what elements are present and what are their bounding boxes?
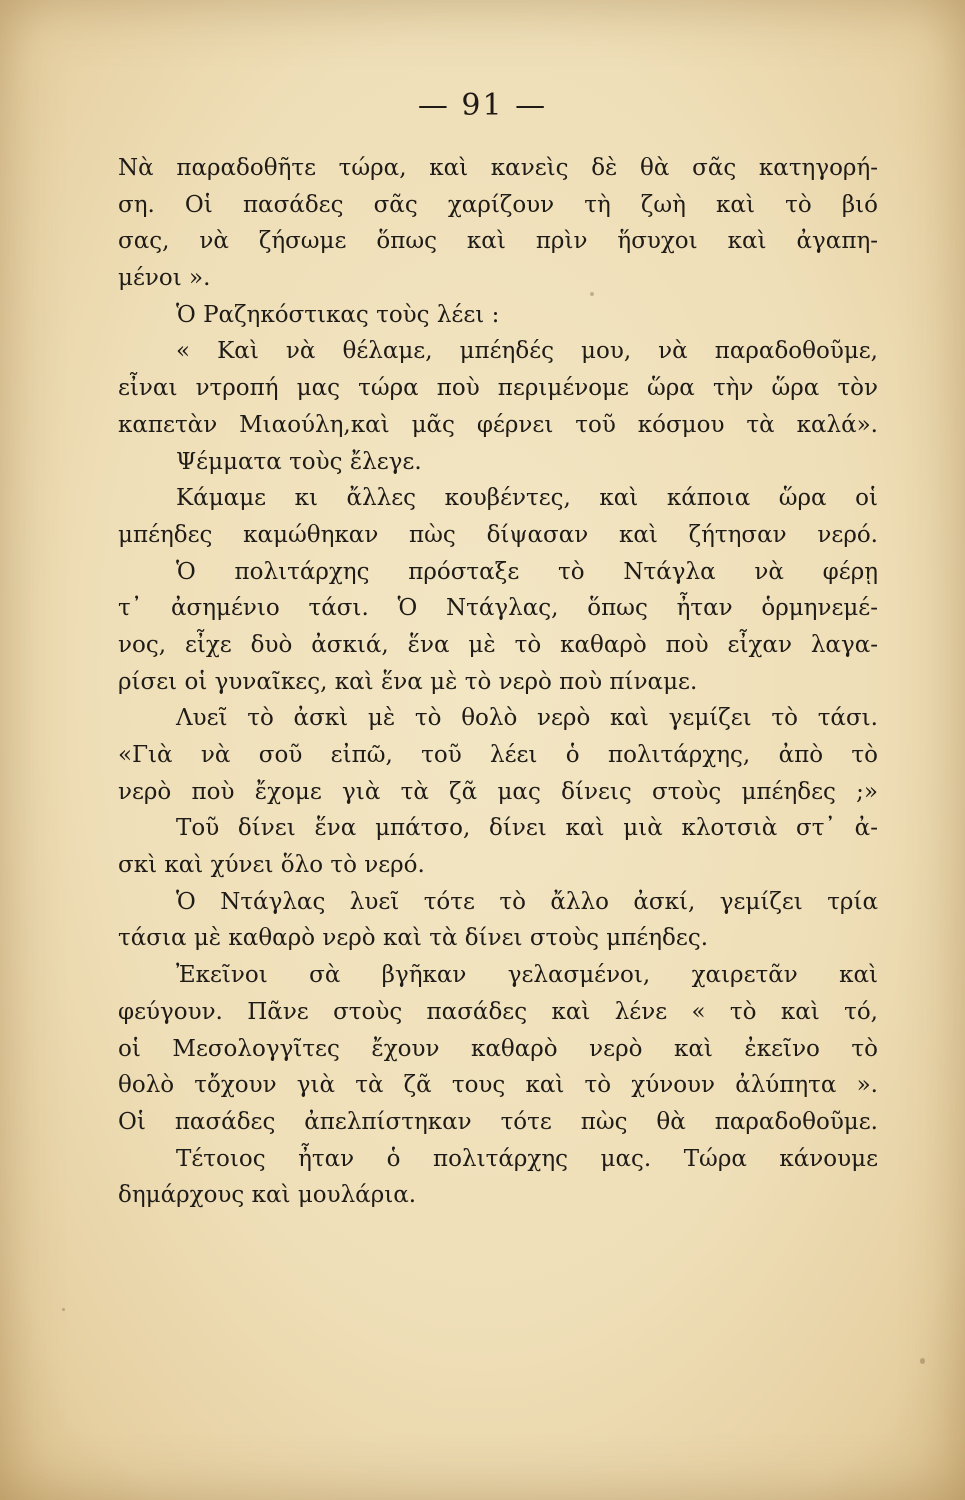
- text-line: Τέτοιος ἦταν ὁ πολιτάρχης μας. Τώρα κάνουμε: [176, 1145, 878, 1172]
- body-text: [118, 150, 878, 1214]
- text-line: καπετὰν Μιαούλη,καὶ μᾶς φέρνει τοῦ κόσμου τὰ καλά».: [118, 411, 878, 438]
- text-line: Ὁ Ντάγλας λυεῖ τότε τὸ ἄλλο ἀσκί, γεμίζει τρία: [176, 888, 878, 915]
- text-line: « Καὶ νὰ θέλαμε, μπέηδές μου, νὰ παραδοθοῦμε,: [176, 338, 878, 365]
- text-line: Οἱ πασάδες ἀπελπίστηκαν τότε πὼς θὰ παραδοθοῦμε.: [118, 1108, 878, 1135]
- text-line: μένοι ».: [118, 265, 211, 292]
- text-line: εἶναι ντροπή μας τώρα ποὺ περιμένομε ὥρα τὴν ὥρα τὸν: [118, 375, 878, 402]
- text-line: θολὸ τὄχουν γιὰ τὰ ζᾶ τους καὶ τὸ χύνουν ἀλύπητα ».: [118, 1072, 878, 1099]
- page-number: — 91 —: [417, 88, 548, 123]
- text-line: μπέηδες καμώθηκαν πὼς δίψασαν καὶ ζήτησαν νερό.: [118, 521, 878, 548]
- text-line: φεύγουν. Πᾶνε στοὺς πασάδες καὶ λένε « τὸ καὶ τό,: [118, 998, 878, 1025]
- text-line: νερὸ ποὺ ἔχομε γιὰ τὰ ζᾶ μας δίνεις στοὺς μπέηδες ;»: [118, 778, 878, 805]
- text-line: ση. Οἱ πασάδες σᾶς χαρίζουν τὴ ζωὴ καὶ τὸ βιό: [118, 191, 878, 218]
- text-line: «Γιὰ νὰ σοῦ εἰπῶ, τοῦ λέει ὁ πολιτάρχης, ἀπὸ τὸ: [118, 742, 878, 768]
- paper-speck: [62, 1308, 65, 1311]
- text-line: Τοῦ δίνει ἕνα μπάτσο, δίνει καὶ μιὰ κλοτσιὰ στ᾽ ἀ-: [176, 815, 878, 842]
- text-line: Ὁ Ραζηκόστικας τοὺς λέει :: [176, 301, 500, 328]
- text-line: Λυεῖ τὸ ἀσκὶ μὲ τὸ θολὸ νερὸ καὶ γεμίζει τὸ τάσι.: [176, 705, 878, 732]
- paper-speck: [920, 1358, 925, 1364]
- text-line: οἱ Μεσολογγῖτες ἔχουν καθαρὸ νερὸ καὶ ἐκεῖνο τὸ: [118, 1035, 878, 1062]
- paper-speck: [590, 292, 594, 296]
- text-line: Ψέμματα τοὺς ἔλεγε.: [176, 448, 422, 475]
- text-line: δημάρχους καὶ μουλάρια.: [118, 1182, 417, 1209]
- text-line: τάσια μὲ καθαρὸ νερὸ καὶ τὰ δίνει στοὺς μπέηδες.: [118, 925, 709, 952]
- text-line: σκὶ καὶ χύνει ὅλο τὸ νερό.: [118, 852, 425, 879]
- text-line: ρίσει οἱ γυναῖκες, καὶ ἕνα μὲ τὸ νερὸ ποὺ πίναμε.: [118, 668, 698, 695]
- text-line: Ὁ πολιτάρχης πρόσταξε τὸ Ντάγλα νὰ φέρῃ: [176, 558, 878, 585]
- text-line: σας, νὰ ζήσωμε ὅπως καὶ πρὶν ἥσυχοι καὶ ἀγαπη-: [118, 228, 878, 255]
- text-line: Ἐκεῖνοι σὰ βγῆκαν γελασμένοι, χαιρετᾶν καὶ: [176, 962, 878, 989]
- text-line: Κάμαμε κι ἄλλες κουβέντες, καὶ κάποια ὥρα οἱ: [176, 485, 878, 512]
- text-line: νος, εἶχε δυὸ ἀσκιά, ἕνα μὲ τὸ καθαρὸ ποὺ εἶχαν λαγα-: [118, 631, 878, 658]
- text-line: τ᾽ ἀσημένιο τάσι. Ὁ Ντάγλας, ὅπως ἦταν ὁρμηνεμέ-: [118, 595, 878, 622]
- text-line: Νὰ παραδοθῆτε τώρα, καὶ κανεὶς δὲ θὰ σᾶς κατηγορή-: [118, 155, 878, 181]
